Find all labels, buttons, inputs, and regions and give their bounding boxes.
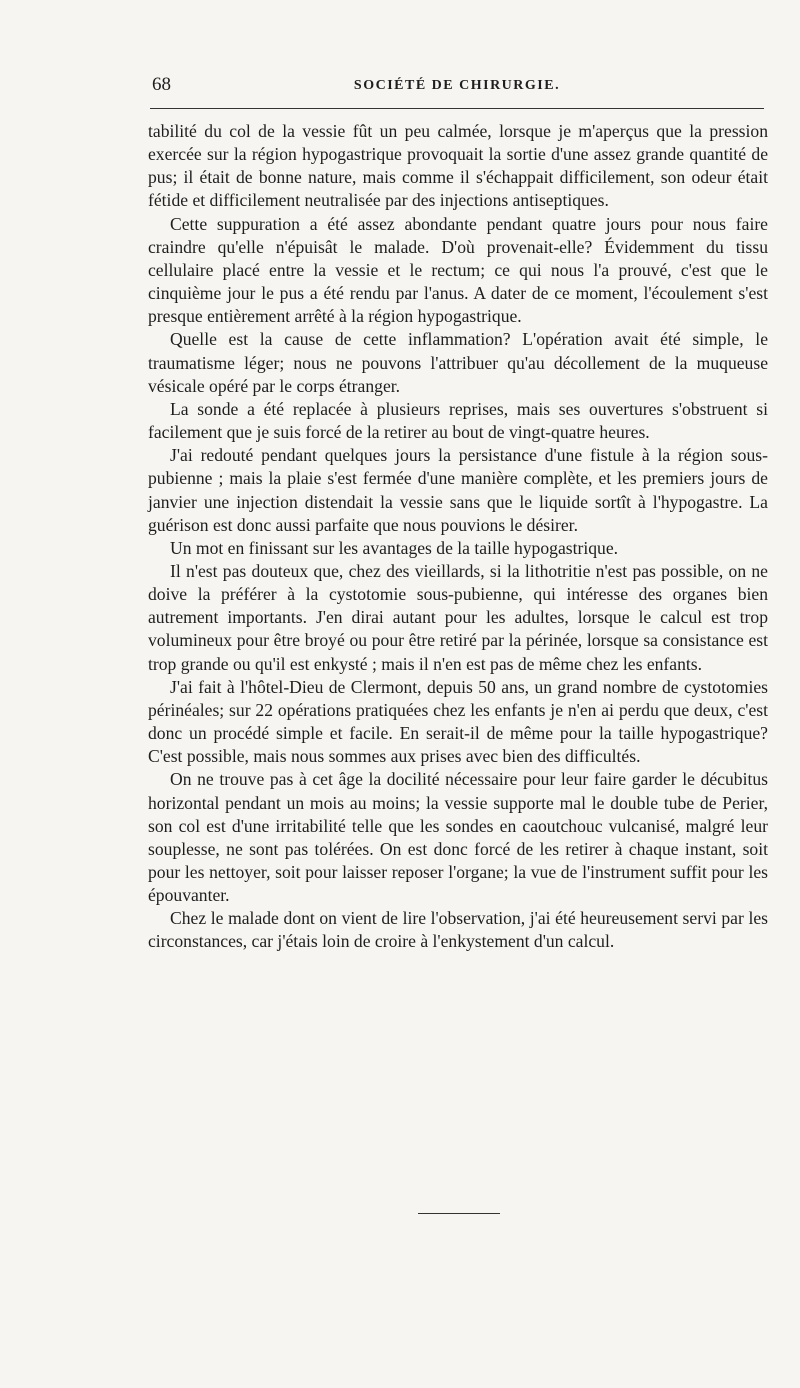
paragraph: Il n'est pas douteux que, chez des vieillards, si la lithotritie n'est pas possible, on ne doive la préférer à la cystotomie sous-pubienne, qui intéresse des organes bien autrement importants. J'en dirai autant pour les adultes, lorsque le calcul est trop volumineux pour être broyé ou pour être retiré par la périnée, lorsque sa consistance est trop grande ou qu'il est enkysté ; mais il n'en est pas de même chez les enfants. <box>148 560 768 674</box>
end-rule <box>418 1213 500 1214</box>
page-header <box>150 70 764 106</box>
paragraph: Cette suppuration a été assez abondante pendant quatre jours pour nous faire craindre qu'elle n'épuisât le malade. D'où provenait-elle? Évidemment du tissu cellulaire placé entre la vessie et le rectum; ce qui nous l'a prouvé, c'est que le cinquième jour le pus a été rendu par l'anus. A dater de ce moment, l'écoulement s'est presque entièrement arrêté à la région hypogastrique. <box>148 213 768 327</box>
paragraph: J'ai redouté pendant quelques jours la persistance d'une fistule à la région sous-pubienne ; mais la plaie s'est fermée d'une manière complète, et les premiers jours de janvier une injection distendait la vessie sans que le liquide sortît à l'hypogastre. La guérison est donc aussi parfaite que nous pouvions le désirer. <box>148 445 768 535</box>
paragraph: tabilité du col de la vessie fût un peu calmée, lorsque je m'aperçus que la pression exercée sur la région hypogastrique provoquait la sortie d'une assez grande quantité de pus; il était de bonne nature, mais comme il s'échappait difficilement, son odeur était fétide et difficilement neutralisée par des injections antiseptiques. <box>148 121 768 211</box>
paragraph: J'ai fait à l'hôtel-Dieu de Clermont, depuis 50 ans, un grand nombre de cystotomies périnéales; sur 22 opérations pratiquées chez les enfants je n'en ai perdu que deux, c'est donc un procédé simple et facile. En serait-il de même pour la taille hypogastrique? C'est possible, mais nous sommes aux prises avec bien des difficultés. <box>148 676 768 767</box>
paragraph: Quelle est la cause de cette inflammation? L'opération avait été simple, le traumatisme léger; nous ne pouvons l'attribuer qu'au décollement de la muqueuse vésicale opéré par le corps étranger. <box>148 329 768 396</box>
body-text <box>148 120 768 954</box>
page-number: 68 <box>152 74 171 95</box>
paragraph: On ne trouve pas à cet âge la docilité nécessaire pour leur faire garder le décubitus horizontal pendant un mois au moins; la vessie supporte mal le double tube de Perier, son col est d'une irritabilité telle que les sondes en caoutchouc vulcanisé, malgré leur souplesse, ne sont pas tolérées. On est donc forcé de les retirer à chaque instant, soit pour les nettoyer, soit pour laisser reposer l'organe; la vue de l'instrument suffit pour les épouvanter. <box>148 769 768 906</box>
paragraph: Un mot en finissant sur les avantages de la taille hypogastrique. <box>170 537 619 558</box>
running-head: SOCIÉTÉ DE CHIRURGIE. <box>353 78 561 93</box>
paragraph: Chez le malade dont on vient de lire l'observation, j'ai été heureusement servi par les circonstances, car j'étais loin de croire à l'enkystement d'un calcul. <box>148 908 768 952</box>
paragraph: La sonde a été replacée à plusieurs reprises, mais ses ouvertures s'obstruent si facilement que je suis forcé de la retirer au bout de vingt-quatre heures. <box>148 398 768 443</box>
header-rule <box>150 108 764 109</box>
